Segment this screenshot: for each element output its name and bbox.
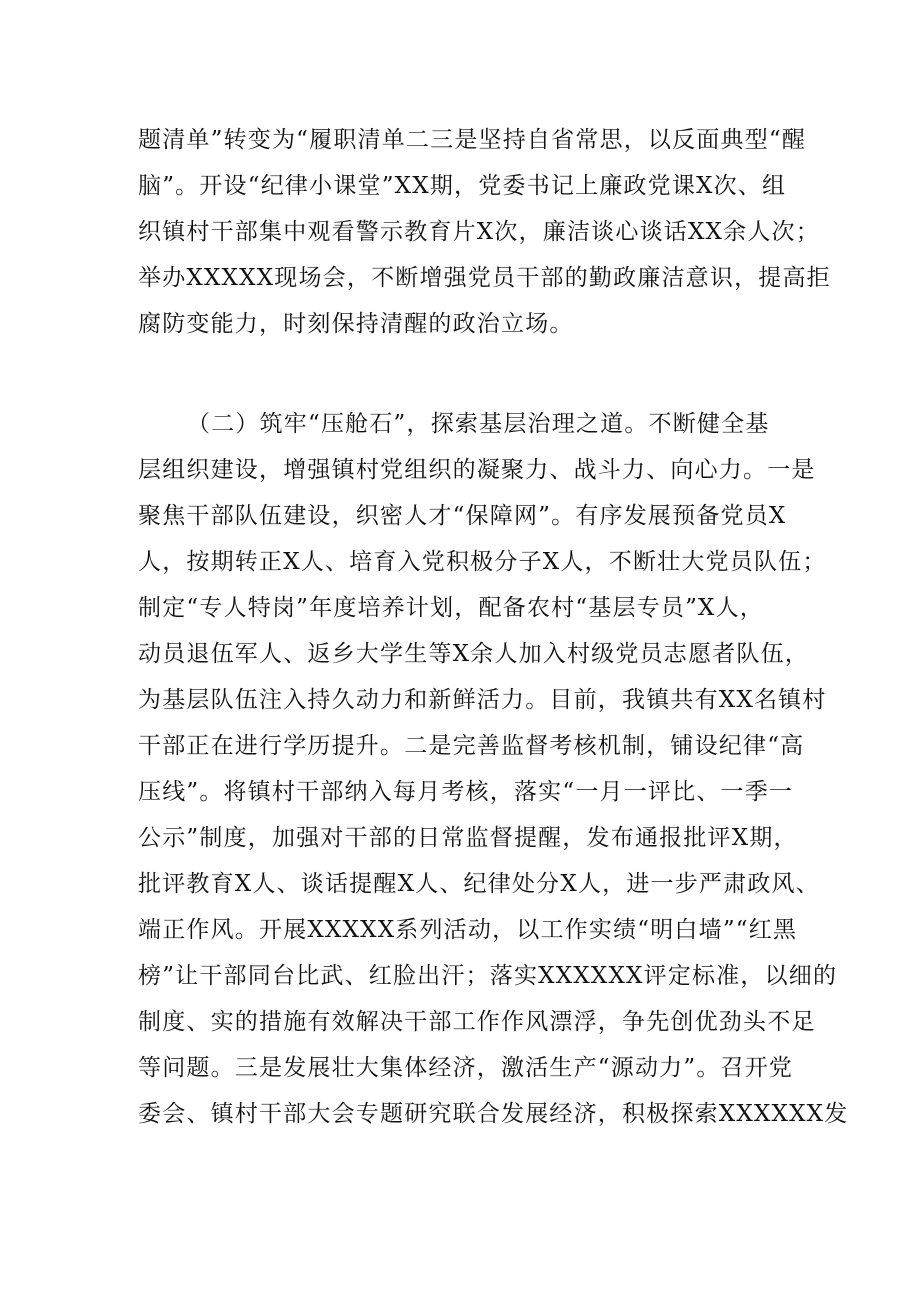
text-line: 层组织建设，增强镇村党组织的凝聚力、战斗力、向心力。一是 bbox=[138, 457, 816, 483]
text-line: 端正作风。开展XXXXX系列活动，以工作实绩“明白墙”“红黑 bbox=[138, 917, 798, 943]
text-line: 干部正在进行学历提升。二是完善监督考核机制，铺设纪律“高 bbox=[138, 733, 805, 759]
text-line: 公示”制度，加强对干部的日常监督提醒，发布通报批评X期， bbox=[138, 825, 798, 851]
text-line: 等问题。三是发展壮大集体经济，激活生产“源动力”。召开党 bbox=[138, 1055, 794, 1081]
text-line: 题清单”转变为“履职清单二三是坚持自省常思，以反面典型“醒 bbox=[138, 127, 807, 153]
text-line: 举办XXXXX现场会，不断增强党员干部的勤政廉洁意识，提高拒 bbox=[138, 265, 831, 291]
text-line: 聚焦干部队伍建设，织密人才“保障网”。有序发展预备党员X bbox=[138, 503, 787, 529]
text-line: 为基层队伍注入持久动力和新鲜活力。目前，我镇共有XX名镇村 bbox=[138, 687, 827, 713]
text-line: 动员退伍军人、返乡大学生等X余人加入村级党员志愿者队伍， bbox=[138, 641, 809, 667]
text-line: 压线”。将镇村干部纳入每月考核，落实“一月一评比、一季一 bbox=[138, 779, 794, 805]
text-line: 榜”让干部同台比武、红脸出汗；落实XXXXXX评定标准，以细的 bbox=[138, 963, 838, 989]
text-line: 人，按期转正X人、培育入党积极分子X人，不断壮大党员队伍； bbox=[138, 549, 827, 575]
text-line: 脑”。开设“纪律小课堂”XX期，党委书记上廉政党课X次、组 bbox=[138, 173, 787, 199]
text-line: 批评教育X人、谈话提醒X人、纪律处分X人，进一步严肃政风、 bbox=[138, 871, 820, 897]
text-line: 腐防变能力，时刻保持清醒的政治立场。 bbox=[138, 311, 574, 337]
section-heading-line: （二）筑牢“压舱石”，探索基层治理之道。不断健全基 bbox=[187, 411, 770, 437]
text-line: 委会、镇村干部大会专题研究联合发展经济，积极探索XXXXXX发 bbox=[138, 1101, 849, 1127]
text-line: 制定“专人特岗”年度培养计划，配备农村“基层专员”X人， bbox=[138, 595, 765, 621]
text-line: 制度、实的措施有效解决干部工作作风漂浮，争先创优劲头不足 bbox=[138, 1009, 816, 1035]
text-line: 织镇村干部集中观看警示教育片X次，廉洁谈心谈话XX余人次； bbox=[138, 219, 820, 245]
